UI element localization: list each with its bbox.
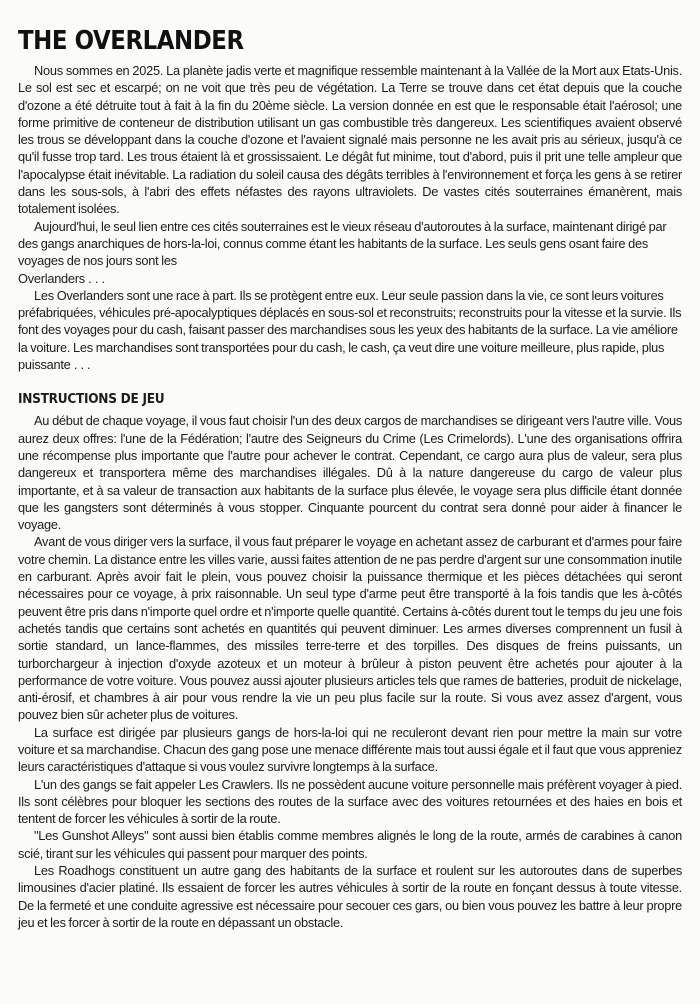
intro-paragraph-tail: Overlanders . . . [18,270,105,286]
section-heading: INSTRUCTIONS DE JEU [18,391,165,408]
instruction-paragraph: Au début de chaque voyage, il vous faut choisir l'un des deux cargos de marchandises se dirigeant vers l'autre ville. Vous aurez deux offres: l'une de la Fédération; l'autre des Seigneurs du Crime (Les Crimelords). L'une des organisations offrira une récompense plus importante que l'autre pour achever le contrat. Cependant, ce cargo aura plus de valeur, sera plus dangereux et transportera même des marchandises illégales. Dû à la nature dangereuse du cargo de valeur plus importante, et à sa valeur de transaction aux habitants de la surface plus élevée, le voyage sera plus difficile étant donnée que les gangsters sont déterminés à vous stopper. Cinquante pourcent du contrat sera donné pour aider à financer le voyage. [18,413,682,533]
instruction-paragraph: "Les Gunshot Alleys" sont aussi bien établis comme membres alignés le long de la route, armés de carabines à canon scié, tirant sur les véhicules qui passent pour marquer des points. [18,828,682,861]
intro-paragraph: Aujourd'hui, le seul lien entre ces cités souterraines est le vieux réseau d'autoroutes à la surface, maintenant dirigé par des gangs anarchiques de hors-la-loi, connus comme étant les habitants de la surface. Les seuls gens osant faire des voyages de nos jours sont les [18,218,667,269]
instruction-paragraph: La surface est dirigée par plusieurs gangs de hors-la-loi qui ne reculeront devant rien pour mettre la main sur votre voiture et sa marchandise. Chacun des gang pose une menace différente mais tout aussi égale et il faut que vous appreniez leurs caractéristiques d'attaque si vous voulez survivre longtemps à la surface. [18,724,682,775]
instruction-paragraph: L'un des gangs se fait appeler Les Crawlers. Ils ne possèdent aucune voiture personnelle mais préfèrent voyager à pied. Ils sont célèbres pour bloquer les sections des routes de la surface avec des voitures retournées et des haies en bois et tentent de forcer les véhicules à sortir de la route. [18,776,682,827]
instruction-paragraph: Les Roadhogs constituent un autre gang des habitants de la surface et roulent sur les autoroutes dans de superbes limousines d'acier platiné. Ils essaient de forcer les autres véhicules à sortir de la route en fonçant dessus à toute vitesse. De la fermeté et une conduite agressive est nécessaire pour secouer ces gars, ou bien vous pouvez les battre à leur propre jeu et les forcer à sortir de la route en dépassant un obstacle. [18,863,682,930]
instruction-paragraph: Avant de vous diriger vers la surface, il vous faut préparer le voyage en achetant assez de carburant et d'armes pour faire votre chemin. La distance entre les villes varie, aussi faites attention de ne pas perdre d'argent sur une consommation inutile en carburant. Après avoir fait le plein, vous pouvez choisir la puissance thermique et les pièces détachées qui seront nécessaires pour ce voyage, à prix raisonnable. Un seul type d'arme peut être transporté à la fois tandis que les à-côtés peuvent être pris dans n'importe quel ordre et n'importe quelle quantité. Certains à-côtés durent tout le temps du jeu une fois achetés tandis que certains sont achetés en quantités qui peuvent diminuer. Les armes diverses comprennent un fusil à sortie standard, un lance-flammes, des missiles terre-terre et des torpilles. Des disques de freins puissants, un turborchargeur à injection d'oxyde azoteux et un moteur à brûleur à piston peuvent être achetés pour ajouter à la performance de votre voiture. Vous pouvez aussi ajouter plusieurs articles tels que rames de batteries, produit de nickelage, anti-érosif, et chambres à air pour vous rendre la vie un peu plus facile sur la route. Si vous avez assez d'argent, vous pouvez bien sûr acheter plus de voitures. [18,534,682,723]
page-title: THE OVERLANDER [18,26,244,56]
intro-section [18,62,682,373]
intro-paragraph: Les Overlanders sont une race à part. Ils se protègent entre eux. Leur seule passion dans la vie, ce sont leurs voitures préfabriquées, véhicules pré-apocalyptiques déplacés en sous-sol et reconstruits; reconstruits pour la vitesse et la survie. Ils font des voyages pour du cash, faisant passer des marchandises sous les yeux des habitants de la surface. La vie améliore la voiture. Les marchandises sont transportées pour du cash, le cash, ça veut dire une voiture meilleure, plus rapide, plus [18,287,682,355]
intro-paragraph: Nous sommes en 2025. La planète jadis verte et magnifique ressemble maintenant à la Vallée de la Mort aux Etats-Unis. Le sol est sec et escarpé; on ne voit que très peu de végétation. La Terre se trouve dans cet état depuis que la couche d'ozone a été détruite tout à fait à la fin du 20ème siècle. La version donnée en est que le responsable était l'aérosol; une forme primitive de conteneur de distribution utilisant un gas combustible très dangereux. Les scientifiques avaient observé les trous se développant dans la couche d'ozone et l'avaient signalé mais personne ne les avait pris au sérieux, jusqu'à ce qu'il fusse trop tard. Les trous étaient là et grossissaient. Le dégât fut minime, tout d'abord, puis il prit une telle ampleur que l'apocalypse était inévitable. La radiation du soleil causa des dégâts terribles à l'environnement et força les gens à se retirer dans les sous-sols, à l'abri des effets néfastes des rayons ultraviolets. De vastes cités souterraines émanèrent, mais totalement isolées. [18,63,682,217]
instructions-section [18,412,682,931]
intro-paragraph-tail: puissante . . . [18,357,91,373]
